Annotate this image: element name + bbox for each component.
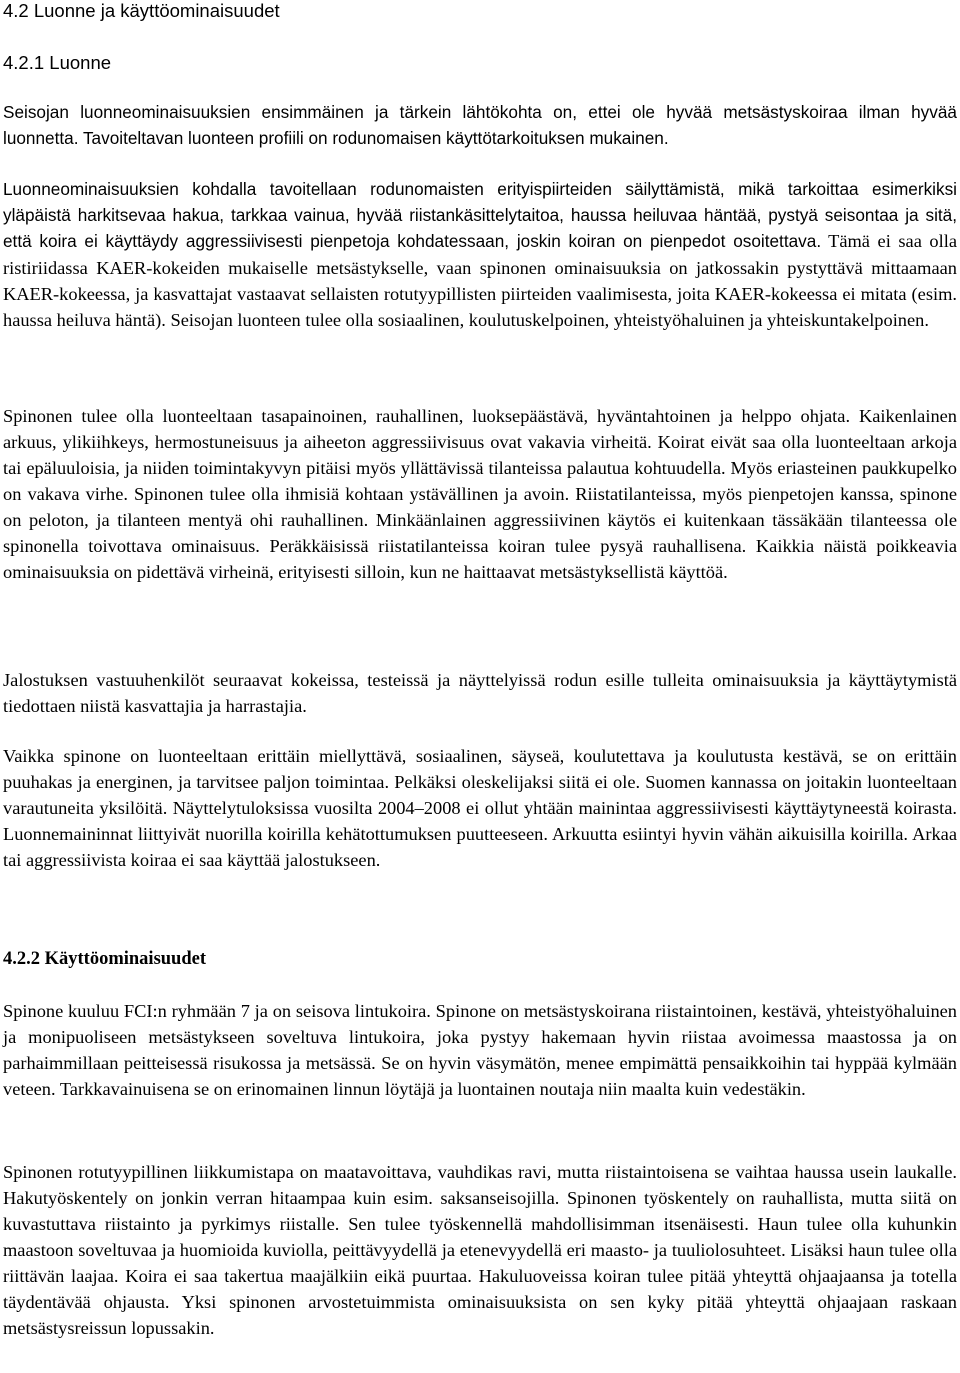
- paragraph-traits: [3, 177, 957, 333]
- paragraph-balanced: Spinonen tulee olla luonteeltaan tasapainoinen, rauhallinen, luoksepäästävä, hyväntahtoinen ja helppo ohjata. Kaikenlainen arkuus, ylikiihkeys, hermostuneisuus ja aiheeton aggressiivisuus ovat vakavia virheitä. Koirat eivät saa olla luonteeltaan arkoja tai epäluuloisia, ja niiden toimintakyvyn pitäisi myös yllättävissä tilanteissa palautua kohtuudella. Myös eriasteinen paukkupelko on vakava virhe. Spinonen tulee olla ihmisiä kohtaan ystävällinen ja avoin. Riistatilanteissa, myös pienpetojen kanssa, spinone on peloton, ja tilanteen mentyä ohi rauhallinen. Minkäänlainen aggressiivinen käytös ei kuitenkaan tässäkään tilanteessa ole spinonella toivottava ominaisuus. Peräkkäisissä riistatilanteissa koiran tulee pysyä rauhallisena. Kaikkia näistä poikkeavia ominaisuuksia on pidettävä virheinä, erityisesti silloin, kun ne haittaavat metsästyksellistä käyttöä.: [3, 406, 957, 582]
- paragraph-traits-sans-part: Luonneominaisuuksien kohdalla tavoitellaan rodunomaisten erityispiirteiden säilyttämistä, mikä tarkoittaa esimerkiksi yläpäistä harkitsevaa hakua, tarkkaa vainua, hyvää riistankäsittelytaitoa, haussa heiluvaa häntää, pystyä seisontaa ja sitä, että koira ei käyttäydy aggressiivisesti pienpetoja kohdatessaan, joskin koiran on pienpedot osoitettava.: [3, 179, 957, 251]
- subsection-heading-luonne: 4.2.1 Luonne: [3, 52, 112, 73]
- section-heading: 4.2 Luonne ja käyttöominaisuudet: [3, 0, 280, 21]
- paragraph-movement: Spinonen rotutyypillinen liikkumistapa on maatavoittava, vauhdikas ravi, mutta riistaintoisena se vaihtaa haussa usein laukalle. Hakutyöskentely on jonkin verran hitaampaa kuin esim. saksanseisojilla. Spinonen työskentely on rauhallista, mutta siitä on kuvastuttava riistainto ja pyrkimys riistalle. Sen tulee työskennellä mahdollisimman itsenäisesti. Haun tulee olla kuhunkin maastoon soveltuvaa ja huomioida kuviolla, peittävyydellä ja etenevyydellä eri maasto- ja tuuliolosuhteet. Lisäksi haun tulee olla riittävän laajaa. Koira ei saa takertua maajälkiin eikä puurtaa. Hakuluoveissa koiran tulee pitää yhteyttä ohjaajaansa ja totella täydentävää ohjausta. Yksi spinonen arvostetuimmista ominaisuuksista on sen kyky pitää yhteyttä ohjaajaan raskaan metsästysreissun lopussakin.: [3, 1162, 957, 1338]
- paragraph-intro: Seisojan luonneominaisuuksien ensimmäinen ja tärkein lähtökohta on, ettei ole hyvää metsästyskoiraa ilman hyvää luonnetta. Tavoiteltavan luonteen profiili on rodunomaisen käyttötarkoituksen mukainen.: [3, 102, 957, 148]
- paragraph-traits-serif-part: Tämä ei saa olla ristiriidassa KAER-kokeiden mukaiselle metsästykselle, vaan spinonen ominaisuuksia on jatkossakin pystyttävä mittaamaan KAER-kokeessa, ja kasvattajat vastaavat sellaisten rotutyypillisten piirteiden vaalimisesta, joita KAER-kokeessa ei mitata (esim. haussa heiluva häntä). Seisojan luonteen tulee olla sosiaalinen, koulutuskelpoinen, yhteistyöhaluinen ja yhteiskuntakelpoinen.: [3, 231, 958, 330]
- paragraph-pleasant: Vaikka spinone on luonteeltaan erittäin miellyttävä, sosiaalinen, säyseä, koulutettava ja koulutusta kestävä, se on erittäin puuhakas ja energinen, ja tarvitsee paljon toimintaa. Pelkäksi oleskelijaksi siitä ei ole. Suomen kannassa on joitakin luonteeltaan varautuneita yksilöitä. Näyttelytuloksissa vuosilta 2004–2008 ei ollut yhtään mainintaa aggressiivisesti käyttäytyneestä koirasta. Luonnemaininnat liittyivät nuorilla koirilla kehätottumuksen puutteeseen. Arkuutta esiintyi hyvin vähän aikuisilla koirilla. Arkaa tai aggressiivista koiraa ei saa käyttää jalostukseen.: [3, 746, 957, 870]
- subsection-heading-kayttoominaisuudet: 4.2.2 Käyttöominaisuudet: [3, 949, 207, 969]
- paragraph-fci: Spinone kuuluu FCI:n ryhmään 7 ja on seisova lintukoira. Spinone on metsästyskoirana riistaintoinen, kestävä, yhteistyöhaluinen ja monipuoliseen metsästykseen soveltuva lintukoira, joka pystyy hakemaan hyvin riistaa avoimessa maastossa ja on parhaimmillaan peitteisessä risukossa ja metsässä. Se on hyvin väsymätön, menee empimättä pensaikkoihin tai hyppää kylmään veteen. Tarkkavainuisena se on erinomainen linnun löytäjä ja luontainen noutaja niin maalta kuin vedestäkin.: [3, 1001, 957, 1099]
- paragraph-breeding: Jalostuksen vastuuhenkilöt seuraavat kokeissa, testeissä ja näyttelyissä rodun esille tulleita ominaisuuksia ja käyttäytymistä tiedottaen niistä kasvattajia ja harrastajia.: [3, 670, 957, 716]
